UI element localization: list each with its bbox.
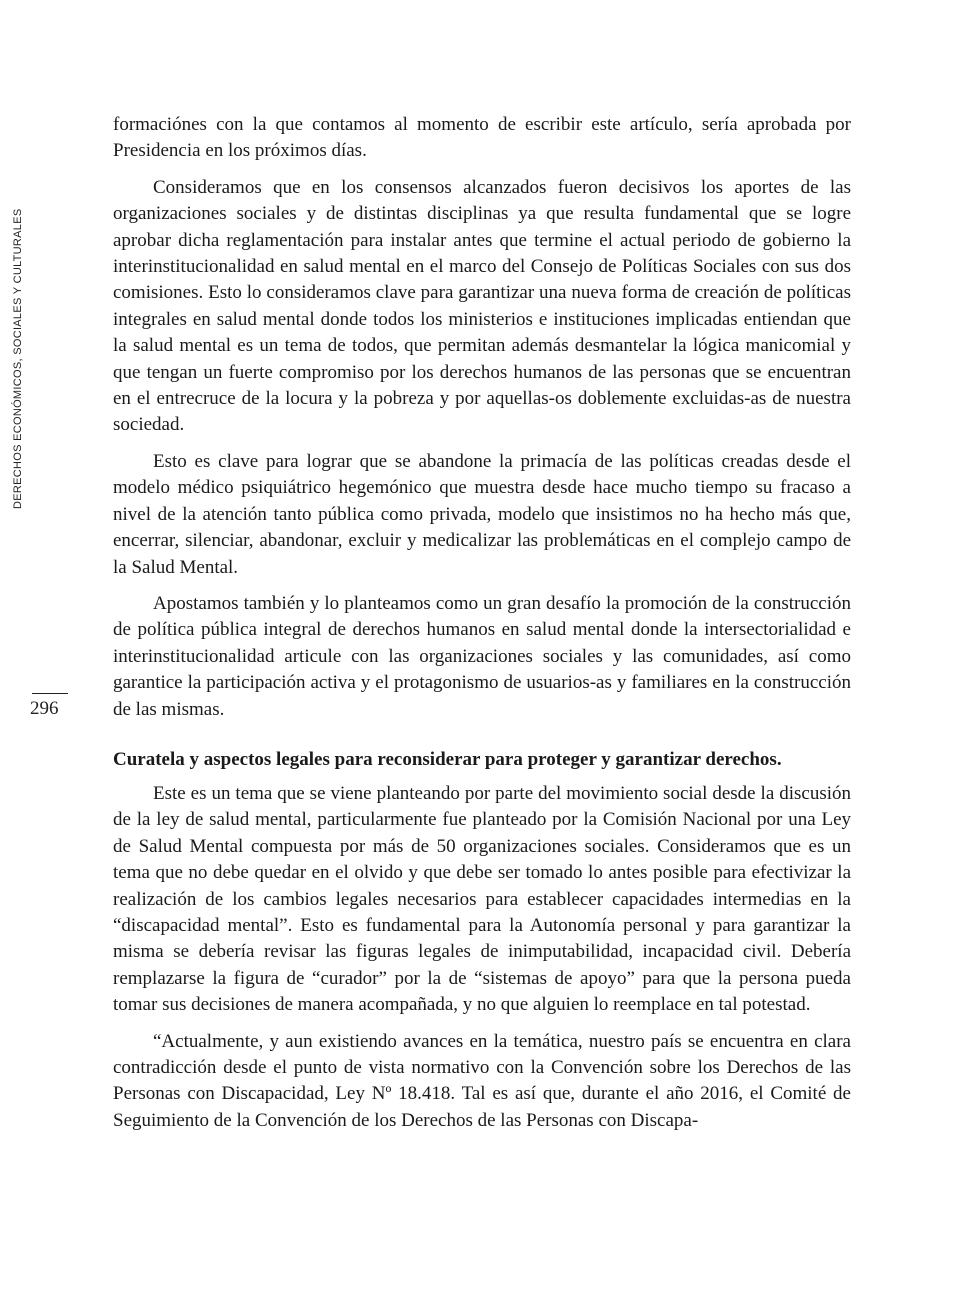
page-number: 296 xyxy=(30,698,59,719)
paragraph-3: Esto es clave para lograr que se abandone la primacía de las políticas creadas desde el modelo médico psiquiátrico hegemónico que muestra desde hace mucho tiempo su fracaso a nivel de la atención tanto pública como privada, modelo que insistimos no ha hecho más que, encerrar, silenciar, abandonar, excluir y medicalizar las problemáticas en el complejo campo de la Salud Mental. xyxy=(113,450,851,578)
paragraph-6: “Actualmente, y aun existiendo avances en la temática, nuestro país se encuentra en clara contradicción desde el punto de vista normativo con la Convención sobre los Derechos de las Personas con Discapacidad, Ley Nº 18.418. Tal es así que, durante el año 2016, el Comité de Seguimiento de la Convención de los Derechos de las Personas con Discapa- xyxy=(113,1030,851,1131)
body-text xyxy=(113,112,851,1144)
paragraph-1: formaciónes con la que contamos al momento de escribir este artículo, sería aprobada por Presidencia en los próximos días. xyxy=(113,114,851,162)
page-number-rule xyxy=(32,693,68,694)
paragraph-2: Consideramos que en los consensos alcanzados fueron decisivos los aportes de las organizaciones sociales y de distintas disciplinas ya que resulta fundamental que se logre aprobar dicha reglamentación para instalar antes que termine el actual periodo de gobierno la interinstitucionalidad en salud mental en el marco del Consejo de Políticas Sociales con sus dos comisiones. Esto lo consideramos clave para garantizar una nueva forma de creación de políticas integrales en salud mental donde todos los ministerios e instituciones implicadas entiendan que la salud mental es un tema de todos, que permitan además desmantelar la lógica manicomial y que tengan un fuerte compromiso por los derechos humanos de las personas que se encuentran en el entrecruce de la locura y la pobreza y por aquellas-os doblemente excluidas-as de nuestra sociedad. xyxy=(113,176,851,436)
running-header: DERECHOS ECONÓMICOS, SOCIALES Y CULTURALES xyxy=(12,208,24,509)
paragraph-4: Apostamos también y lo planteamos como un gran desafío la promoción de la construcción de política pública integral de derechos humanos en salud mental donde la intersectorialidad e interinstitucionalidad articule con las organizaciones sociales y las comunidades, así como garantice la participación activa y el protagonismo de usuarios-as y familiares en la construcción de las mismas. xyxy=(113,592,851,720)
paragraph-5: Este es un tema que se viene planteando por parte del movimiento social desde la discusión de la ley de salud mental, particularmente fue planteado por la Comisión Nacional por una Ley de Salud Mental compuesta por más de 50 organizaciones sociales. Consideramos que es un tema que no debe quedar en el olvido y que debe ser tomado lo antes posible para efectivizar la realización de los cambios legales necesarios para establecer capacidades intermedias en la “discapacidad mental”. Esto es fundamental para la Autonomía personal y para garantizar la misma se debería revisar las figuras legales de inimputabilidad, incapacidad civil. Debería remplazarse la figura de “curador” por la de “sistemas de apoyo” para que la persona pueda tomar sus decisiones de manera acompañada, y no que alguien lo reemplace en tal potestad. xyxy=(113,782,851,1016)
section-heading: Curatela y aspectos legales para reconsiderar para proteger y garantizar derechos. xyxy=(113,748,782,770)
